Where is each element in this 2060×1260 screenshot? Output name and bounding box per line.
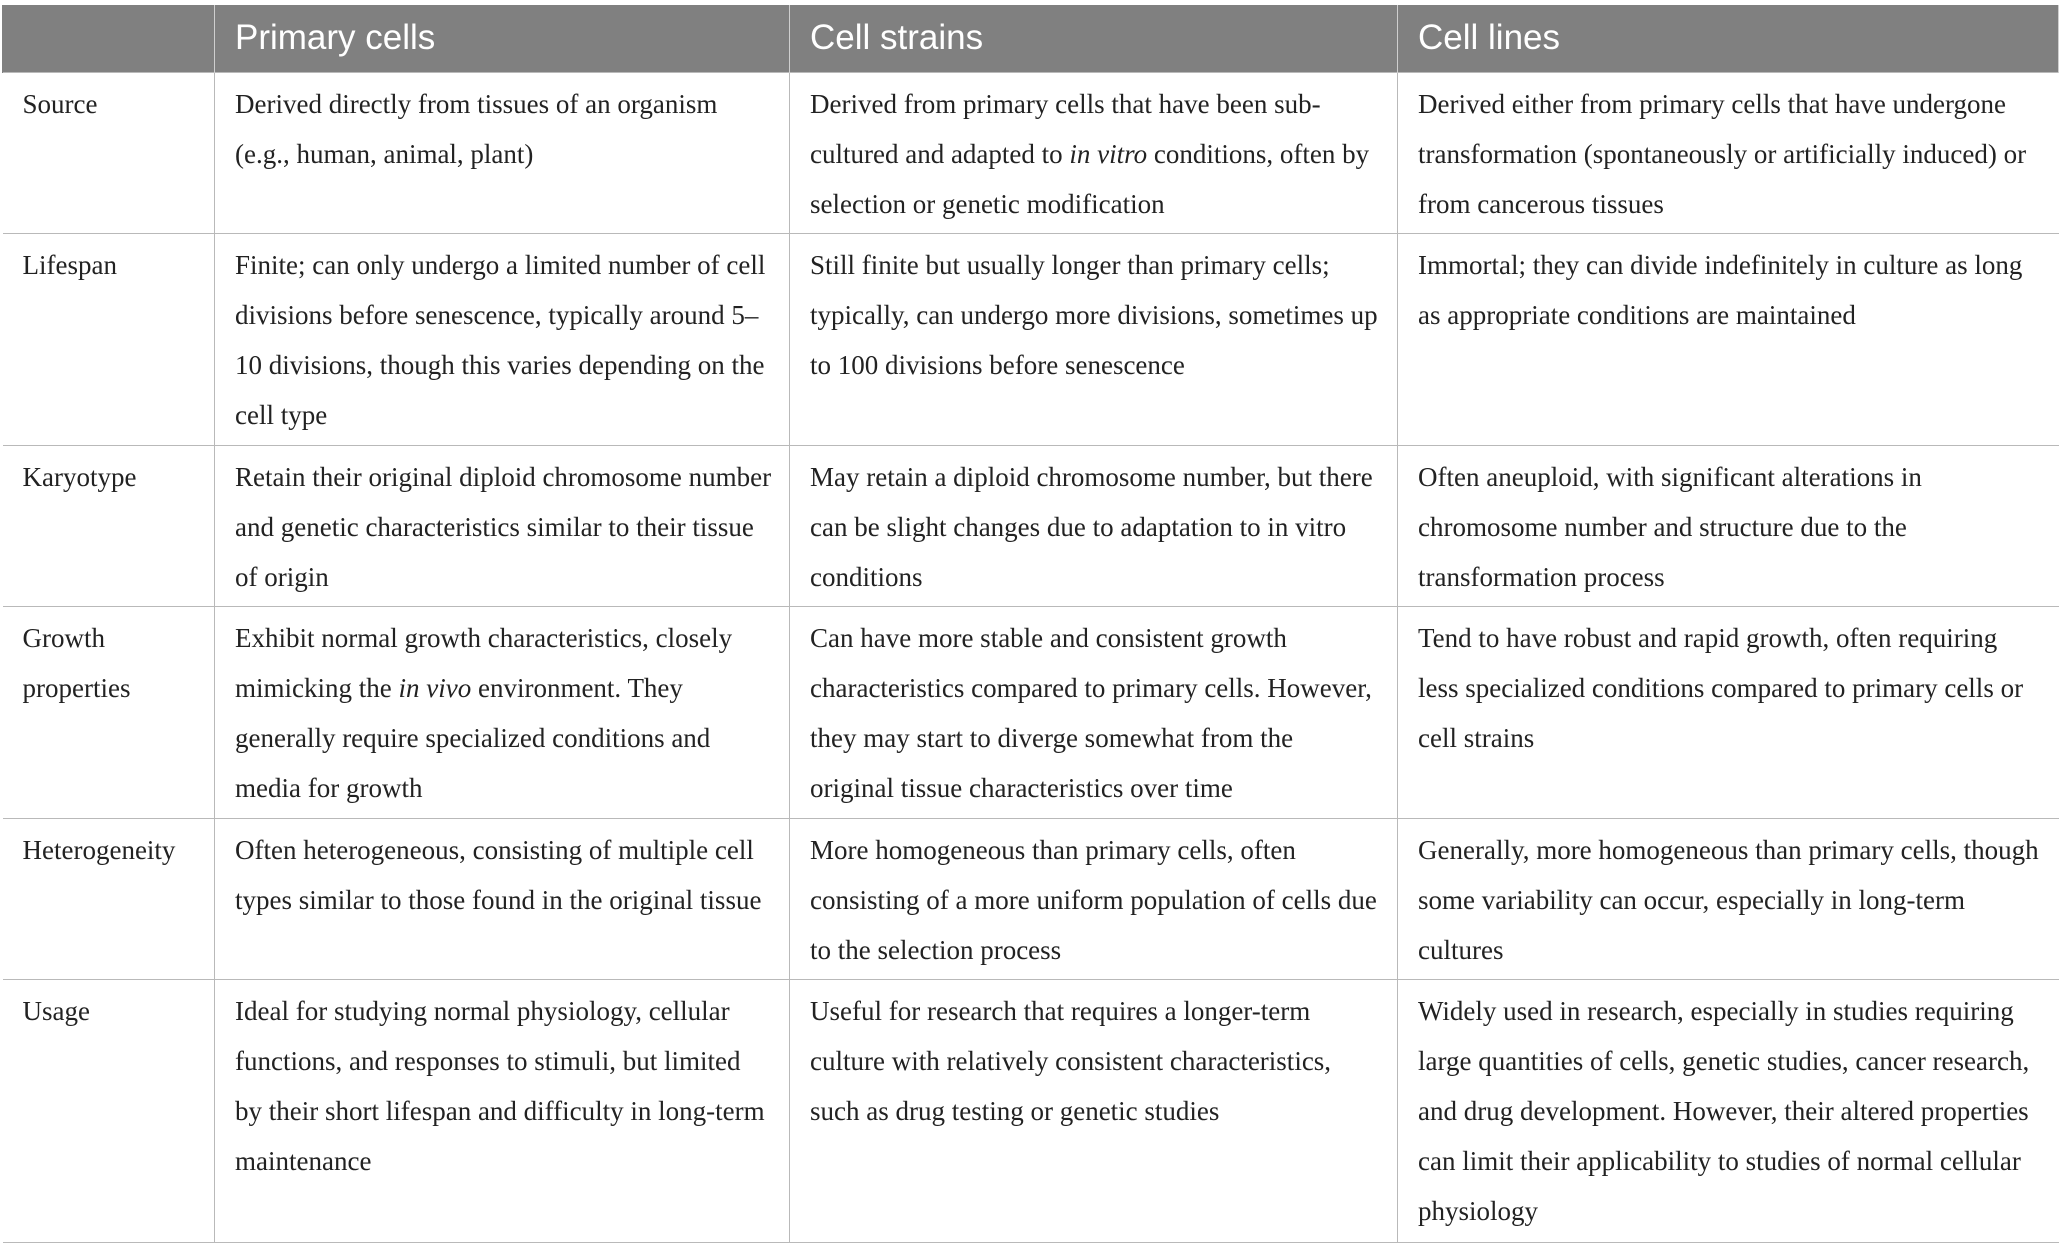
table-row-karyotype	[3, 445, 2059, 606]
table-row-lifespan	[3, 233, 2059, 445]
cell-primary-cells: Often heterogeneous, consisting of multiple cell types similar to those found in the original tissue	[215, 818, 790, 979]
cell-primary-cells: Finite; can only undergo a limited number of cell divisions before senescence, typically around 5–10 divisions, though this varies depending on the cell type	[215, 233, 790, 445]
header-cell-primary-cells: Primary cells	[215, 5, 790, 72]
cell-cell-strains: Can have more stable and consistent growth characteristics compared to primary cells. However, they may start to diverge somewhat from the original tissue characteristics over time	[790, 606, 1398, 818]
cell-cell-strains: May retain a diploid chromosome number, but there can be slight changes due to adaptation to in vitro conditions	[790, 445, 1398, 606]
table-row-growth-properties	[3, 606, 2059, 818]
header-cell-cell-lines: Cell lines	[1398, 5, 2059, 72]
cell-cell-lines: Generally, more homogeneous than primary cells, though some variability can occur, especially in long-term cultures	[1398, 818, 2059, 979]
cell-primary-cells: Derived directly from tissues of an organism (e.g., human, animal, plant)	[215, 72, 790, 233]
cell-cell-lines: Derived either from primary cells that have undergone transformation (spontaneously or artificially induced) or from cancerous tissues	[1398, 72, 2059, 233]
cell-cell-lines: Immortal; they can divide indefinitely in culture as long as appropriate conditions are maintained	[1398, 233, 2059, 445]
italic-term: in vitro	[1069, 138, 1148, 169]
cell-text: conditions, often by selection or genetic modification	[810, 138, 1370, 219]
cell-cell-strains: Still finite but usually longer than primary cells; typically, can undergo more divisions, sometimes up to 100 divisions before senescence	[790, 233, 1398, 445]
row-label: Usage	[3, 979, 215, 1242]
cell-cell-strains: More homogeneous than primary cells, often consisting of a more uniform population of cells due to the selection process	[790, 818, 1398, 979]
header-cell-cell-strains: Cell strains	[790, 5, 1398, 72]
header-cell-empty	[3, 5, 215, 72]
cell-text: environment. They generally require specialized conditions and media for growth	[235, 672, 711, 803]
cell-cell-strains	[790, 72, 1398, 233]
cell-cell-lines: Tend to have robust and rapid growth, often requiring less specialized conditions compared to primary cells or cell strains	[1398, 606, 2059, 818]
cell-cell-lines: Widely used in research, especially in studies requiring large quantities of cells, genetic studies, cancer research, and drug development. However, their altered properties can limit their applicability to studies of normal cellular physiology	[1398, 979, 2059, 1242]
cell-text: Exhibit normal growth characteristics, closely mimicking the	[235, 622, 733, 703]
comparison-table	[2, 5, 2059, 1243]
cell-cell-lines: Often aneuploid, with significant alterations in chromosome number and structure due to the transformation process	[1398, 445, 2059, 606]
row-label: Growth properties	[3, 606, 215, 818]
table-row-usage	[3, 979, 2059, 1242]
row-label: Lifespan	[3, 233, 215, 445]
table-header	[3, 5, 2059, 72]
row-label: Karyotype	[3, 445, 215, 606]
cell-primary-cells: Ideal for studying normal physiology, cellular functions, and responses to stimuli, but limited by their short lifespan and difficulty in long-term maintenance	[215, 979, 790, 1242]
table-row-heterogeneity	[3, 818, 2059, 979]
italic-term: in vivo	[398, 672, 472, 703]
cell-text: Derived from primary cells that have been sub-cultured and adapted to	[810, 88, 1321, 169]
cell-cell-strains: Useful for research that requires a longer-term culture with relatively consistent characteristics, such as drug testing or genetic studies	[790, 979, 1398, 1242]
table-body	[3, 72, 2059, 1242]
header-row	[3, 5, 2059, 72]
row-label: Heterogeneity	[3, 818, 215, 979]
row-label: Source	[3, 72, 215, 233]
cell-primary-cells	[215, 606, 790, 818]
table-row-source	[3, 72, 2059, 233]
cell-primary-cells: Retain their original diploid chromosome number and genetic characteristics similar to their tissue of origin	[215, 445, 790, 606]
